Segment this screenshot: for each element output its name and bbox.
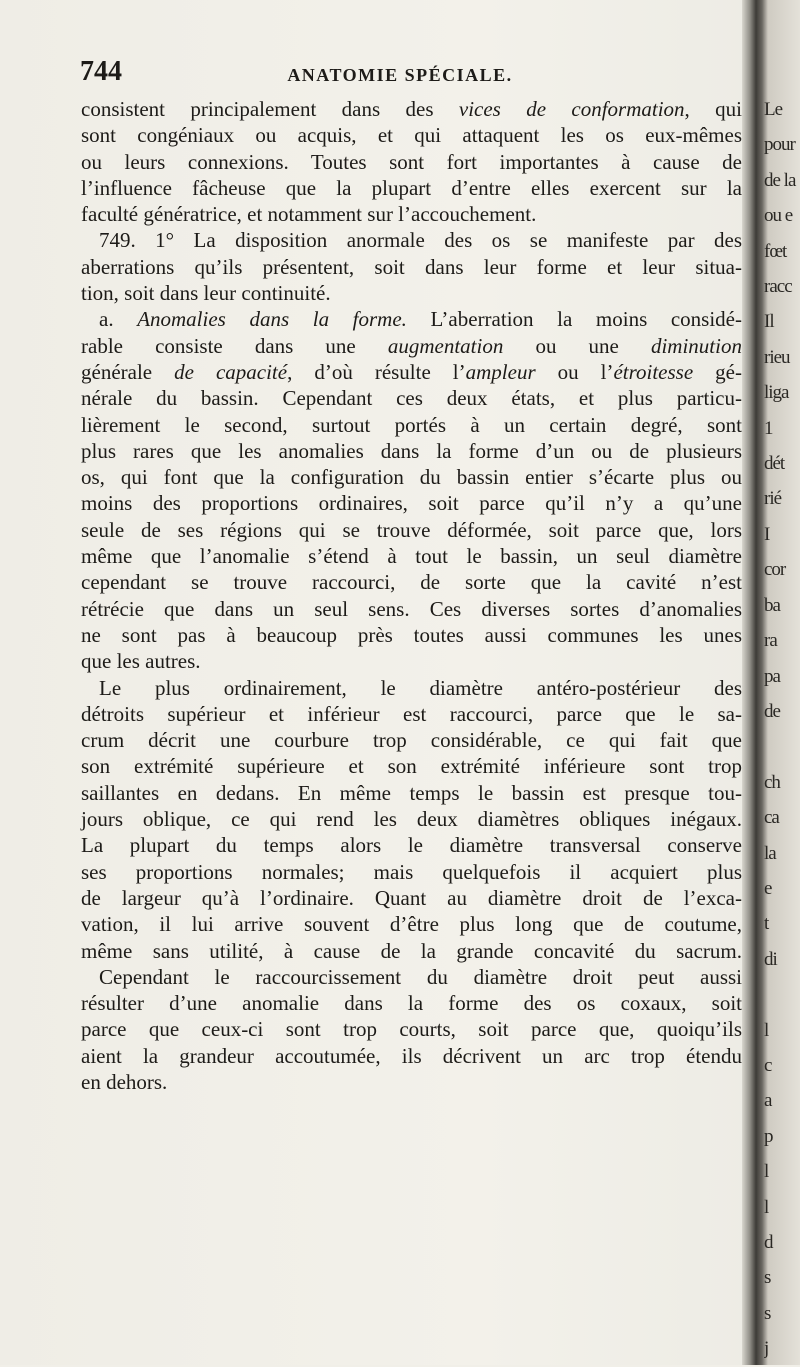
- facing-page-fragment: s: [764, 1302, 771, 1324]
- text-line: consistent principalement dans des vices de conformation, qui: [81, 97, 742, 121]
- text-line: seule de ses régions qui se trouve déformée, soit parce que, lors: [81, 517, 742, 542]
- facing-page-fragment: racc: [764, 276, 792, 298]
- text-line: 749. 1° La disposition anormale des os se manifeste par des: [99, 228, 742, 253]
- text-line: a. Anomalies dans la forme. L’aberration la moins considé-: [99, 307, 743, 332]
- facing-page-fragment: pour: [764, 134, 795, 156]
- facing-page-fragment: rié: [764, 488, 782, 510]
- facing-page-fragment: liga: [764, 382, 789, 404]
- running-title: ANATOMIE SPÉCIALE.: [287, 65, 513, 85]
- facing-page-fragment: a: [764, 1090, 772, 1112]
- text-line: en dehors.: [81, 1069, 168, 1094]
- text-line: vation, il lui arrive souvent d’être plus long que de coutume,: [81, 912, 742, 937]
- text-line: rable consiste dans une augmentation ou une diminution: [81, 333, 742, 358]
- text-line: que les autres.: [81, 649, 201, 674]
- facing-page-fragment: de: [764, 700, 780, 722]
- page-header: [80, 56, 720, 90]
- facing-page-fragment: fœt: [764, 240, 787, 262]
- text-line: jours oblique, ce qui rend les deux diamètres obliques inégaux.: [81, 807, 742, 832]
- facing-page-fragment: ra: [764, 630, 777, 652]
- text-line: aient la grandeur accoutumée, ils décrivent un arc trop étendu: [81, 1043, 742, 1068]
- page-number: 744: [80, 56, 122, 87]
- text-line: Cependant le raccourcissement du diamètre droit peut aussi: [99, 964, 742, 989]
- text-line: crum décrit une courbure trop considérable, ce qui fait que: [81, 728, 742, 753]
- facing-page-fragment: l: [764, 1161, 769, 1183]
- text-line: générale de capacité, d’où résulte l’ampleur ou l’étroitesse gé-: [81, 359, 742, 384]
- facing-page-fragment: ba: [764, 594, 780, 616]
- facing-page-fragment: cor: [764, 559, 786, 581]
- text-line: os, qui font que la configuration du bassin entier s’écarte plus ou: [81, 465, 742, 490]
- facing-page-fragment: Il: [764, 311, 774, 333]
- facing-page-fragment: s: [764, 1267, 771, 1289]
- body-text: [81, 96, 742, 1095]
- text-line: nérale du bassin. Cependant ces deux états, et plus particu-: [81, 386, 742, 411]
- text-line: faculté génératrice, et notamment sur l’accouchement.: [81, 202, 537, 227]
- text-line: sont congéniaux ou acquis, et qui attaquent les os eux-mêmes: [81, 123, 742, 148]
- facing-page-fragment: 1: [764, 417, 773, 439]
- facing-page-fragment: d: [764, 1232, 773, 1253]
- text-line: plus rares que les anomalies dans la forme d’un ou de plusieurs: [81, 438, 742, 463]
- facing-page-fragments: [764, 92, 800, 1367]
- text-line: La plupart du temps alors le diamètre transversal conserve: [81, 833, 742, 858]
- facing-page-fragment: rieu: [764, 346, 790, 368]
- facing-page-fragment: ch: [764, 771, 780, 793]
- text-line: rétrécie que dans un seul sens. Ces diverses sortes d’anomalies: [81, 596, 742, 621]
- facing-page-fragment: pa: [764, 665, 780, 687]
- text-line: Le plus ordinairement, le diamètre antéro-postérieur des: [99, 675, 742, 700]
- facing-page-fragment: de la: [764, 169, 796, 191]
- text-line: aberrations qu’ils présentent, soit dans leur forme et leur situa-: [81, 254, 742, 279]
- text-line: lièrement le second, surtout portés à un certain degré, sont: [81, 412, 742, 437]
- facing-page-fragment: t: [764, 913, 769, 935]
- facing-page-fragment: p: [764, 1125, 773, 1147]
- facing-page-fragment: l: [764, 1196, 769, 1218]
- facing-page-fragment: [764, 729, 800, 764]
- facing-page-fragment: ou e: [764, 205, 793, 227]
- text-line: moins des proportions ordinaires, soit parce qu’il n’y a qu’une: [81, 491, 742, 516]
- facing-page-fragment: dét: [764, 453, 785, 475]
- text-line: même sans utilité, à cause de la grande concavité du sacrum.: [81, 938, 742, 963]
- text-line: parce que ceux-ci sont trop courts, soit parce que, quoiqu’ils: [81, 1017, 742, 1042]
- text-line: ne sont pas à beaucoup près toutes aussi communes les unes: [81, 622, 742, 647]
- facing-page-fragment: ca: [764, 807, 779, 829]
- facing-page-fragment: di: [764, 948, 777, 970]
- facing-page-fragment: la: [764, 842, 776, 864]
- text-line: saillantes en dedans. En même temps le bassin est presque tou-: [81, 780, 742, 805]
- text-line: son extrémité supérieure et son extrémité inférieure sont trop: [81, 754, 742, 779]
- facing-page-fragment: Le: [764, 99, 783, 120]
- facing-page-fragment: I: [764, 523, 770, 545]
- text-line: détroits supérieur et inférieur est raccourci, parce que le sa-: [81, 701, 742, 726]
- text-line: tion, soit dans leur continuité.: [81, 281, 331, 306]
- facing-page-fragment: l: [764, 1019, 769, 1041]
- text-line: ses proportions normales; mais quelquefois il acquiert plus: [81, 859, 742, 884]
- text-line: l’influence fâcheuse que la plupart d’entre elles exercent sur la: [81, 175, 742, 200]
- text-line: cependant se trouve raccourci, de sorte que la cavité n’est: [81, 570, 742, 595]
- facing-page-fragment: [764, 977, 800, 1012]
- text-line: même que l’anomalie s’étend à tout le bassin, un seul diamètre: [81, 544, 742, 569]
- text-line: ou leurs connexions. Toutes sont fort importantes à cause de: [81, 149, 742, 174]
- facing-page-fragment: j: [764, 1338, 769, 1360]
- facing-page-fragment: c: [764, 1054, 772, 1076]
- text-line: de largeur qu’à l’ordinaire. Quant au diamètre droit de l’exca-: [81, 885, 742, 910]
- facing-page-fragment: e: [764, 877, 772, 899]
- text-line: résulter d’une anomalie dans la forme des os coxaux, soit: [81, 991, 742, 1016]
